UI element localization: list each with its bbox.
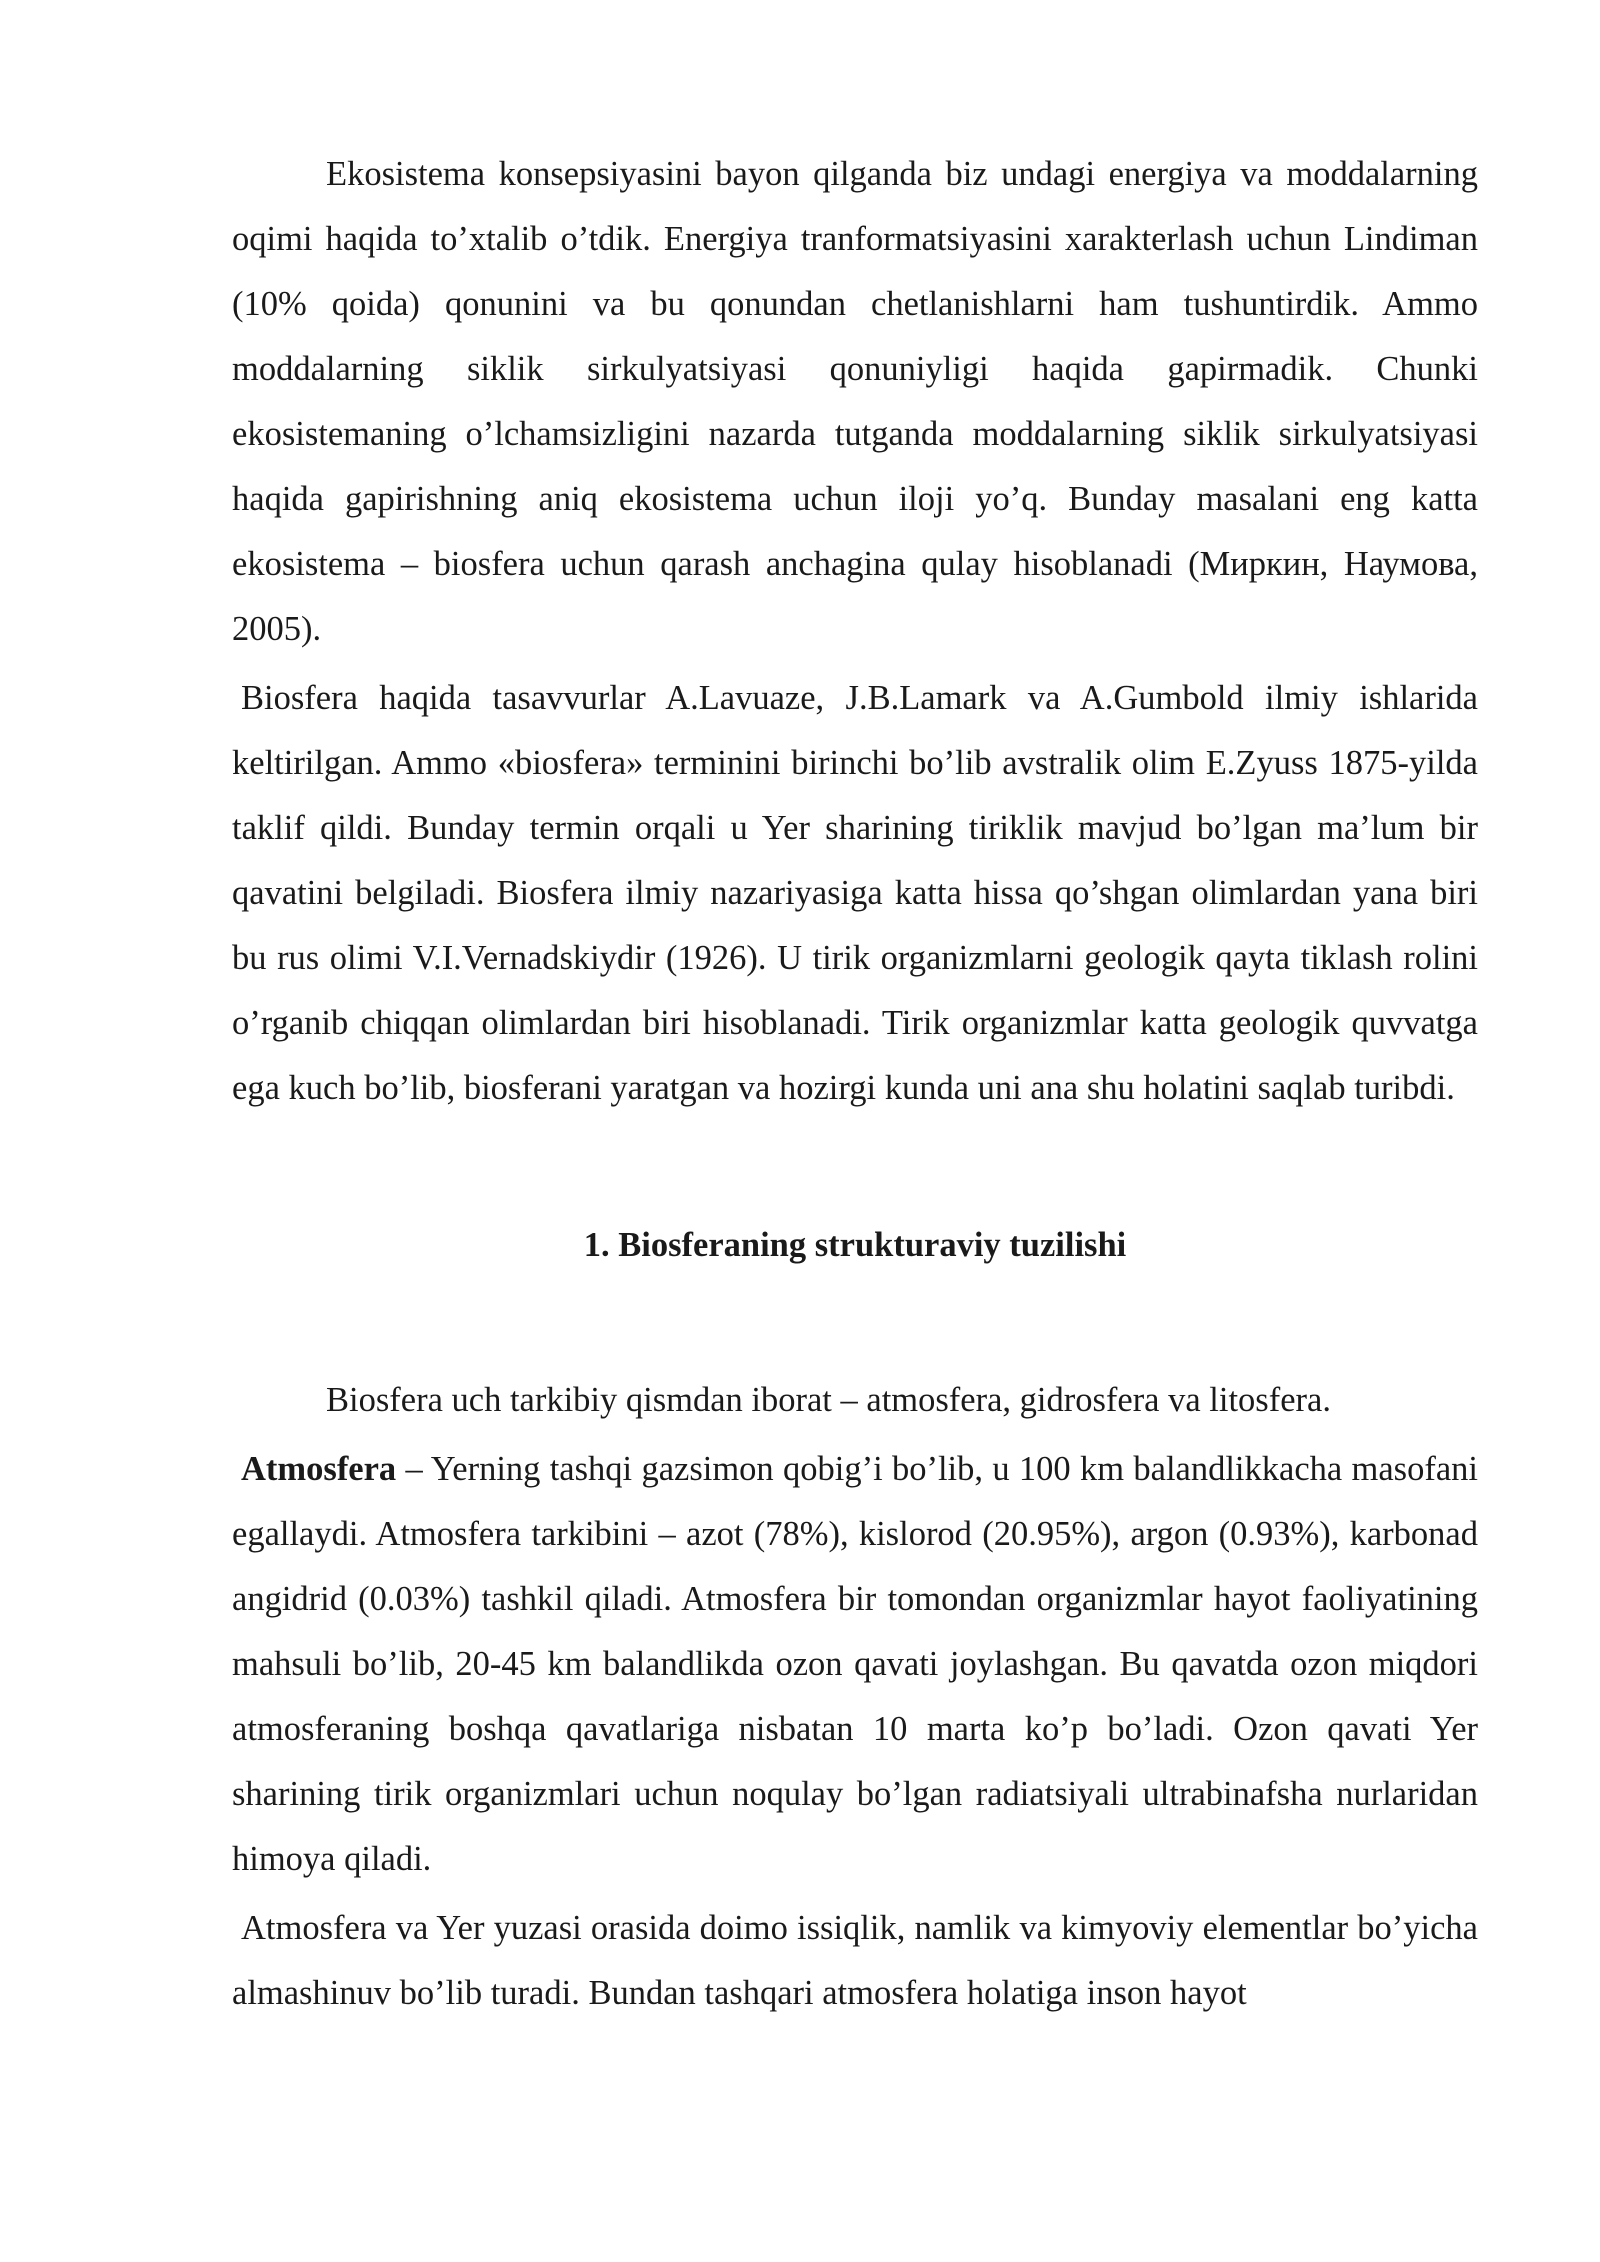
- paragraph-ecosystem-concept: Ekosistema konsepsiyasini bayon qilganda biz undagi energiya va moddalarning oqimi haqida to’xtalib o’tdik. Energiya tranformatsiyasini xarakterlash uchun Lindiman (10% qoida) qonunini va bu qonundan chetlanishlarni ham tushuntirdik. Ammo moddalarning siklik sirkulyatsiyasi qonuniyligi haqida gapirmadik. Chunki ekosistemaning o’lchamsizligini nazarda tutganda moddalarning siklik sirkulyatsiyasi haqida gapirishning aniq ekosistema uchun iloji yo’q. Bunday masalani eng katta ekosistema – biosfera uchun qarash anchagina qulay hisoblanadi (Миркин, Наумова, 2005).: [232, 155, 1478, 648]
- section-heading: 1. Biosferaning strukturaviy tuzilishi: [583, 1226, 1127, 1264]
- paragraph-biosphere-history: Biosfera haqida tasavvurlar A.Lavuaze, J.B.Lamark va A.Gumbold ilmiy ishlarida keltirilgan. Ammo «biosfera» terminini birinchi bo’lib avstralik olim E.Zyuss 1875-yilda taklif qildi. Bunday termin orqali u Yer sharining tiriklik mavjud bo’lgan ma’lum bir qavatini belgiladi. Biosfera ilmiy nazariyasiga katta hissa qo’shgan olimlardan yana biri bu rus olimi V.I.Vernadskiydir (1926). U tirik organizmlarni geologik qayta tiklash rolini o’rganib chiqqan olimlardan biri hisoblanadi. Tirik organizmlar katta geologik quvvatga ega kuch bo’lib, biosferani yaratgan va hozirgi kunda uni ana shu holatini saqlab turibdi.: [232, 679, 1478, 1107]
- term-atmosfera: Atmosfera: [241, 1450, 397, 1488]
- paragraph-atmosphere-exchange: Atmosfera va Yer yuzasi orasida doimo issiqlik, namlik va kimyoviy elementlar bo’yicha almashinuv bo’lib turadi. Bundan tashqari atmosfera holatiga inson hayot: [232, 1909, 1478, 2012]
- paragraph-biosphere-parts: Biosfera uch tarkibiy qismdan iborat – atmosfera, gidrosfera va litosfera.: [326, 1381, 1331, 1419]
- paragraph-atmosphere-text: – Yerning tashqi gazsimon qobig’i bo’lib, u 100 km balandlikkacha masofani egallaydi. Atmosfera tarkibini – azot (78%), kislorod (20.95%), argon (0.93%), karbonad angidrid (0.03%) tashkil qiladi. Atmosfera bir tomondan organizmlar hayot faoliyatining mahsuli bo’lib, 20-45 km balandlikda ozon qavati joylashgan. Bu qavatda ozon miqdori atmosferaning boshqa qavatlariga nisbatan 10 marta ko’p bo’ladi. Ozon qavati Yer sharining tirik organizmlari uchun noqulay bo’lgan radiatsiyali ultrabinafsha nurlaridan himoya qiladi.: [232, 1450, 1478, 1878]
- paragraph-atmosphere: [232, 1437, 1478, 1892]
- document-page: [232, 142, 1478, 2030]
